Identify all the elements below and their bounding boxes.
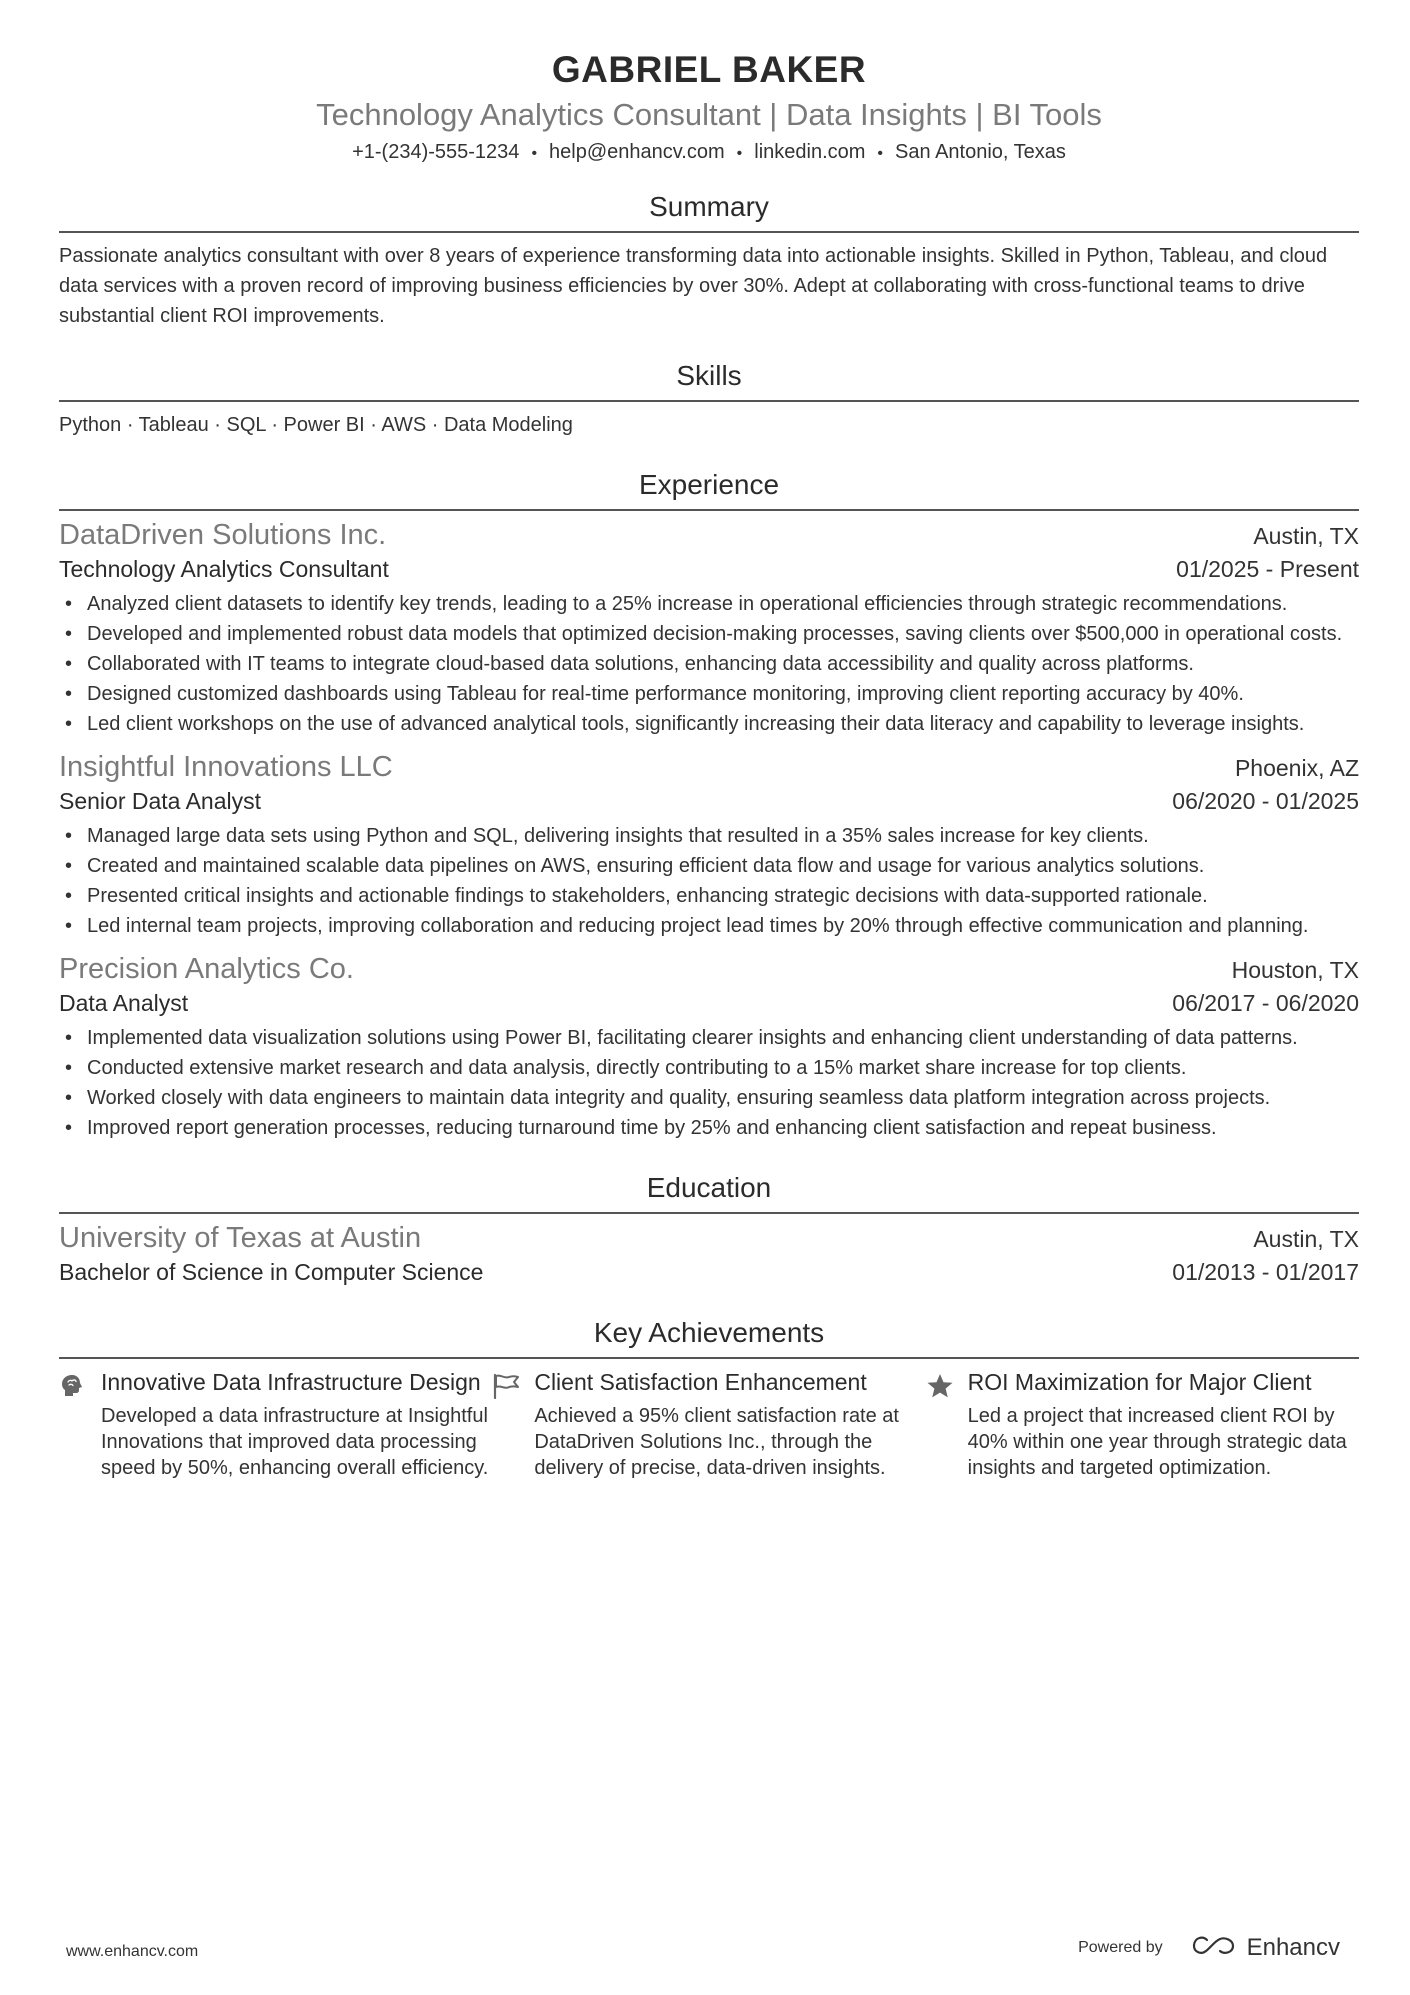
education-entry xyxy=(59,1220,1359,1288)
school-location: Austin, TX xyxy=(1253,1226,1359,1252)
skills-section xyxy=(59,359,1359,440)
contact-info xyxy=(59,138,1359,168)
bullet-item: • Presented critical insights and actionable findings to stakeholders, enhancing strategic decisions with data-supported rationale. xyxy=(59,881,1359,911)
bullet-item: • Led client workshops on the use of advanced analytical tools, significantly increasing their data literacy and capability to leverage insights. xyxy=(59,709,1359,739)
achievement-description: Developed a data infrastructure at Insightful Innovations that improved data processing speed by 50%, enhancing overall efficiency. xyxy=(101,1405,489,1479)
job-entry xyxy=(59,749,1359,941)
location: San Antonio, Texas xyxy=(895,141,1066,163)
education-section xyxy=(59,1171,1359,1288)
job-title: Senior Data Analyst xyxy=(59,788,262,814)
job-location: Austin, TX xyxy=(1253,523,1359,549)
skills-list: Python · Tableau · SQL · Power BI · AWS · Data Modeling xyxy=(59,414,573,436)
achievement-item xyxy=(926,1367,1359,1481)
achievements-list xyxy=(59,1367,1359,1481)
candidate-name: GABRIEL BAKER xyxy=(551,49,867,90)
brain-icon xyxy=(59,1367,101,1481)
footer-website-link[interactable]: www.enhancv.com xyxy=(66,1943,199,1960)
resume-header xyxy=(59,46,1359,168)
school-name: University of Texas at Austin xyxy=(59,1222,422,1254)
job-dates: 01/2025 - Present xyxy=(1176,556,1359,582)
bullet-item: • Worked closely with data engineers to maintain data integrity and quality, ensuring seamless data platform integration across projects. xyxy=(59,1083,1359,1113)
job-bullets xyxy=(59,821,1359,941)
job-location: Phoenix, AZ xyxy=(1234,755,1359,781)
bullet-item: • Created and maintained scalable data pipelines on AWS, ensuring efficient data flow and usage for various analytics solutions. xyxy=(59,851,1359,881)
achievements-section xyxy=(59,1316,1359,1481)
degree: Bachelor of Science in Computer Science xyxy=(59,1259,484,1285)
star-icon xyxy=(926,1367,968,1481)
company-name: DataDriven Solutions Inc. xyxy=(59,519,387,551)
phone: +1-(234)-555-1234 xyxy=(352,141,520,163)
separator-dot: • xyxy=(736,145,743,162)
separator-dot: • xyxy=(531,145,538,162)
job-title: Data Analyst xyxy=(59,990,189,1016)
education-dates: 01/2013 - 01/2017 xyxy=(1172,1259,1359,1285)
section-heading-summary: Summary xyxy=(59,190,1359,233)
candidate-title: Technology Analytics Consultant | Data Insights | BI Tools xyxy=(316,97,1102,132)
achievement-description: Achieved a 95% client satisfaction rate at DataDriven Solutions Inc., through the delivery of precise, data-driven insights. xyxy=(534,1405,899,1479)
summary-text: Passionate analytics consultant with over 8 years of experience transforming data into actionable insights. Skilled in Python, Tableau, and cloud data services with a proven record of improving business efficiencies by over 30%. Adept at collaborating with cross-functional teams to drive substantial client ROI improvements. xyxy=(59,245,1328,327)
experience-section xyxy=(59,468,1359,1143)
linkedin-link[interactable]: linkedin.com xyxy=(754,141,866,163)
section-heading-experience: Experience xyxy=(59,468,1359,511)
bullet-item: • Designed customized dashboards using Tableau for real-time performance monitoring, improving client reporting accuracy by 40%. xyxy=(59,679,1359,709)
section-heading-achievements: Key Achievements xyxy=(59,1316,1359,1359)
achievement-title: Client Satisfaction Enhancement xyxy=(534,1369,867,1395)
job-bullets xyxy=(59,589,1359,739)
bullet-item: • Developed and implemented robust data models that optimized decision-making processes, saving clients over $500,000 in operational costs. xyxy=(59,619,1359,649)
bullet-item: • Managed large data sets using Python and SQL, delivering insights that resulted in a 35% sales increase for key clients. xyxy=(59,821,1359,851)
job-title: Technology Analytics Consultant xyxy=(59,556,389,582)
job-entry xyxy=(59,951,1359,1143)
job-dates: 06/2017 - 06/2020 xyxy=(1172,990,1359,1016)
job-entry xyxy=(59,517,1359,739)
achievement-title: Innovative Data Infrastructure Design xyxy=(101,1369,481,1395)
job-dates: 06/2020 - 01/2025 xyxy=(1172,788,1359,814)
bullet-item: • Improved report generation processes, reducing turnaround time by 25% and enhancing client satisfaction and repeat business. xyxy=(59,1113,1359,1143)
enhancv-logo-icon xyxy=(1191,1935,1237,1962)
flag-icon xyxy=(492,1367,534,1481)
resume-page xyxy=(59,46,1359,1481)
section-heading-education: Education xyxy=(59,1171,1359,1214)
separator-dot: • xyxy=(877,145,884,162)
achievement-item xyxy=(492,1367,925,1481)
bullet-item: • Analyzed client datasets to identify key trends, leading to a 25% increase in operational efficiencies through strategic recommendations. xyxy=(59,589,1359,619)
summary-section xyxy=(59,190,1359,331)
bullet-item: • Conducted extensive market research and data analysis, directly contributing to a 15% market share increase for top clients. xyxy=(59,1053,1359,1083)
achievement-title: ROI Maximization for Major Client xyxy=(967,1369,1312,1395)
achievement-description: Led a project that increased client ROI by 40% within one year through strategic data insights and targeted optimization. xyxy=(967,1405,1347,1479)
powered-by-label: Powered by xyxy=(1078,1939,1163,1956)
bullet-item: • Collaborated with IT teams to integrate cloud-based data solutions, enhancing data accessibility and quality across platforms. xyxy=(59,649,1359,679)
email-link[interactable]: help@enhancv.com xyxy=(549,141,725,163)
bullet-item: • Implemented data visualization solutions using Power BI, facilitating clearer insights and enhancing client understanding of data patterns. xyxy=(59,1023,1359,1053)
footer-branding xyxy=(1078,1934,1340,1962)
brand-name: Enhancv xyxy=(1246,1934,1340,1961)
bullet-item: • Led internal team projects, improving collaboration and reducing project lead times by 20% through effective communication and planning. xyxy=(59,911,1359,941)
job-location: Houston, TX xyxy=(1231,957,1359,983)
company-name: Precision Analytics Co. xyxy=(59,953,354,985)
company-name: Insightful Innovations LLC xyxy=(59,751,393,783)
section-heading-skills: Skills xyxy=(59,359,1359,402)
job-bullets xyxy=(59,1023,1359,1143)
achievement-item xyxy=(59,1367,492,1481)
